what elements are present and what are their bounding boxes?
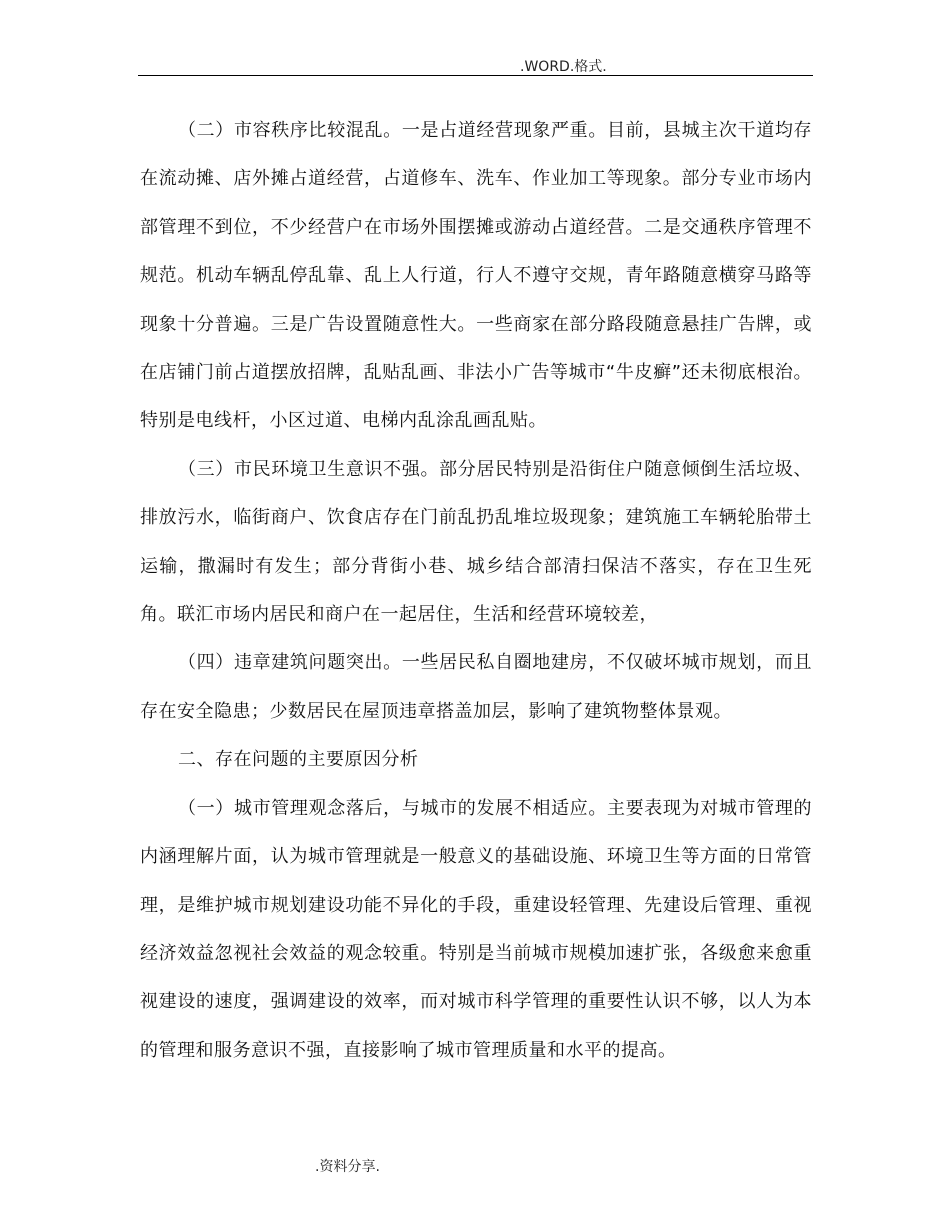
page-header: .WORD.格式.	[520, 59, 607, 75]
paragraph-management-concept: （一）城市管理观念落后，与城市的发展不相适应。主要表现为对城市管理的内涵理解片面，认为城市管理就是一般意义的基础设施、环境卫生等方面的日常管理，是维护城市规划建设功能不异化的手段，重建设轻管理、先建设后管理、重视经济效益忽视社会效益的观念较重。特别是当前城市规模加速扩张，各级愈来愈重视建设的速度，强调建设的效率，而对城市科学管理的重要性认识不够，以人为本的管理和服务意识不强，直接影响了城市管理质量和水平的提高。	[140, 797, 812, 1061]
paragraph-illegal-buildings: （四）违章建筑问题突出。一些居民私自圈地建房，不仅破坏城市规划，而且存在安全隐患；少数居民在屋顶违章搭盖加层，影响了建筑物整体景观。	[140, 652, 812, 722]
paragraph-sanitation: （三）市民环境卫生意识不强。部分居民特别是沿街住户随意倾倒生活垃圾、排放污水，临街商户、饮食店存在门前乱扔乱堆垃圾现象；建筑施工车辆轮胎带土运输，撒漏时有发生；部分背街小巷、城乡结合部清扫保洁不落实，存在卫生死角。联汇市场内居民和商户在一起居住，生活和经营环境较差，	[140, 458, 812, 626]
header-divider	[138, 75, 813, 76]
section-heading: 二、存在问题的主要原因分析	[178, 749, 419, 771]
page-footer: .资料分享.	[315, 1159, 380, 1175]
document-body	[140, 107, 812, 1075]
paragraph-market-order: （二）市容秩序比较混乱。一是占道经营现象严重。目前，县城主次干道均存在流动摊、店外摊占道经营，占道修车、洗车、作业加工等现象。部分专业市场内部管理不到位，不少经营户在市场外围摆摊或游动占道经营。二是交通秩序管理不规范。机动车辆乱停乱靠、乱上人行道，行人不遵守交规，青年路随意横穿马路等现象十分普遍。三是广告设置随意性大。一些商家在部分路段随意悬挂广告牌，或在店铺门前占道摆放招牌，乱贴乱画、非法小广告等城市“牛皮癣”还未彻底根治。特别是电线杆，小区过道、电梯内乱涂乱画乱贴。	[140, 120, 812, 432]
